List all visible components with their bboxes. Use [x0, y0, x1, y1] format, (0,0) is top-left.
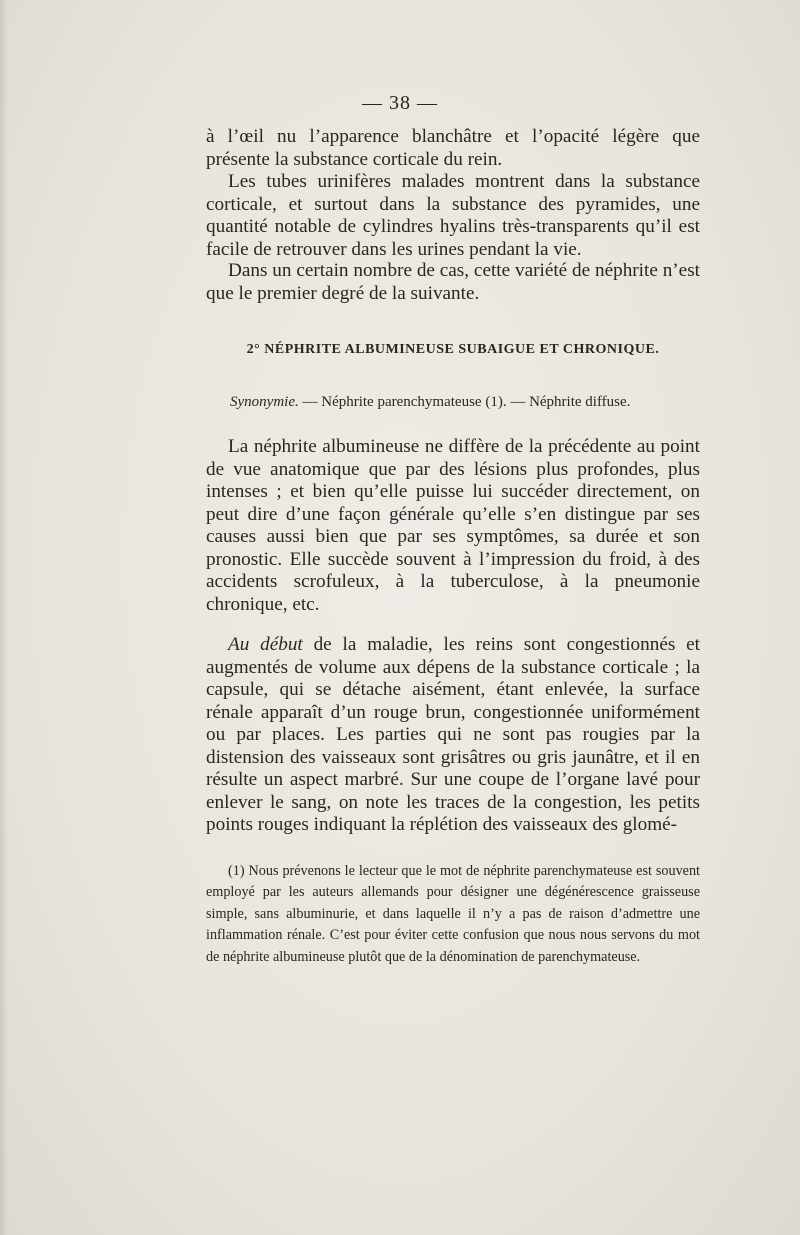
- footnote-text: [206, 861, 700, 968]
- paragraph-text: [206, 634, 700, 837]
- page-edge-shadow: [0, 0, 8, 1235]
- paragraph-body: de la maladie, les reins sont congestionnés et augmentés de volume aux dépens de la substance corticale ; la capsule, qui se détache aisément, étant enlevée, la surface rénale apparaît d’un rouge brun, congestionnée uniformément ou par places. Les parties qui ne sont pas rougies par la distension des vaisseaux sont grisâtres ou gris jaunâtre, et il en résulte un aspect marbré. Sur une coupe de l’organe lavé pour enlever le sang, on note les traces de la congestion, les petits points rouges indiquant la réplétion des vaisseaux des glomé-: [206, 634, 700, 835]
- paragraph-text: à l’œil nu l’apparence blanchâtre et l’opacité légère que présente la substance corticale du rein.: [206, 126, 700, 170]
- paragraph-text: Dans un certain nombre de cas, cette variété de néphrite n’est que le premier degré de la suivante.: [206, 260, 700, 304]
- page-number: — 38 —: [362, 92, 438, 114]
- paragraph-debut: [206, 634, 700, 837]
- footnote: [206, 861, 700, 968]
- synonymy-label: Synonymie.: [230, 394, 299, 410]
- paragraph-text: La néphrite albumineuse ne diffère de la précédente au point de vue anatomique que par des lésions plus profondes, plus intenses ; et bien qu’elle puisse lui succéder directement, on peut dire d’une façon générale qu’elle s’en distingue par ses causes aussi bien que par ses symptômes, sa durée et son pronostic. Elle succède souvent à l’impression du froid, à des accidents scrofuleux, à la tuberculose, à la pneumonie chronique, etc.: [206, 436, 700, 615]
- footnote-body: Nous prévenons le lecteur que le mot de néphrite parenchymateuse est souvent employé par les auteurs allemands pour désigner une dégénérescence graisseuse simple, sans albuminurie, et dans laquelle il n’y a pas de raison d’admettre une inflammation rénale. C’est pour éviter cette confusion que nous nous servons du mot de néphrite albumineuse plutôt que de la dénomination de parenchymateuse.: [206, 863, 700, 965]
- section-heading: 2° NÉPHRITE ALBUMINEUSE SUBAIGUE ET CHRONIQUE.: [246, 342, 660, 357]
- synonymy-text: — Néphrite parenchymateuse (1). — Néphrite diffuse.: [298, 394, 631, 410]
- paragraph-text: Les tubes urinifères malades montrent dans la substance corticale, et surtout dans la substance des pyramides, une quantité notable de cylindres hyalins très-transparents qu’il est facile de retrouver dans les urines pendant la vie.: [206, 171, 700, 260]
- synonymy-line: [230, 394, 700, 411]
- footnote-mark: (1): [228, 863, 245, 879]
- paragraph-tubes: [206, 171, 700, 261]
- paragraph-lead-italic: Au début: [228, 634, 303, 655]
- paragraph-albumineuse: [206, 436, 700, 616]
- paragraph-variety: [206, 260, 700, 305]
- paragraph-continuation: [206, 126, 700, 171]
